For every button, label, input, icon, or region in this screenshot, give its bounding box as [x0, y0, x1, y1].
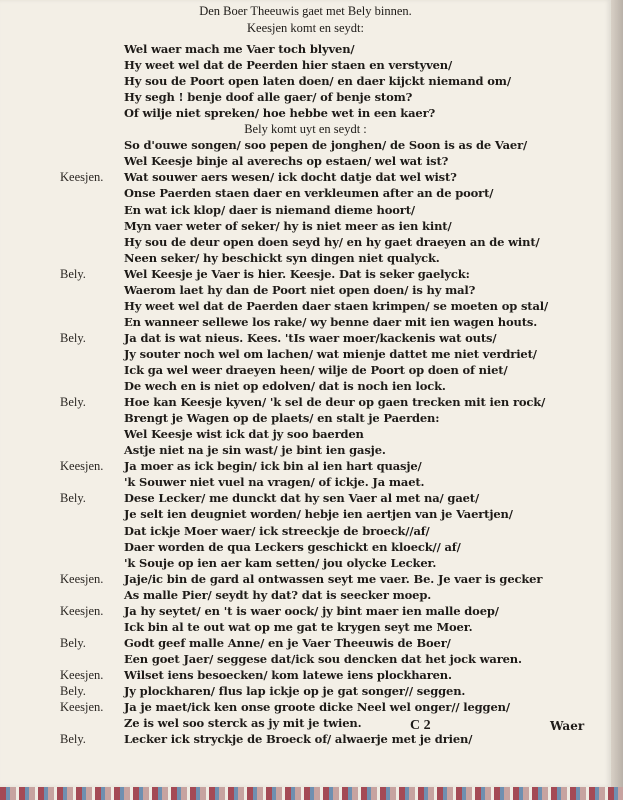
- catchword: Waer: [550, 719, 585, 733]
- verse-line: Lecker ick stryckje de Broeck of/ alwaerje met je drien/: [124, 732, 473, 747]
- scene-direction: Keesjen komt en seydt:: [247, 21, 364, 35]
- verse-line: Jaje/ic bin de gard al ontwassen seyt me vaer. Be. Je vaer is gecker: [124, 571, 543, 586]
- speaker-label: Bely.: [60, 732, 86, 747]
- speaker-label: Keesjen.: [60, 667, 104, 682]
- verse-line: De wech en is niet op edolven/ dat is noch ien lock.: [124, 379, 446, 394]
- verse-line: Astje niet na je sin wast/ je bint ien gasje.: [124, 443, 386, 458]
- verse-line: Hy weet wel dat de Peerden hier staen en verstyven/: [124, 58, 453, 73]
- verse-line: Wel Keesje binje al averechs op estaen/ wel wat ist?: [124, 154, 449, 169]
- verse-line: Ja je maet/ick ken onse groote dicke Neel wel onger// leggen/: [124, 700, 510, 715]
- speaker-label: Bely.: [60, 635, 86, 650]
- speaker-label: Bely.: [60, 330, 86, 345]
- verse-line: Hy sou de deur open doen seyd hy/ en hy gaet draeyen an de wint/: [124, 234, 540, 249]
- verse-line: Je selt ien deugniet worden/ hebje ien aertjen van je Vaertjen/: [124, 507, 513, 522]
- verse-line: Ze is wel soo sterck as jy mit je twien.: [124, 716, 362, 731]
- verse-line: Daer worden de qua Leckers geschickt en kloeck// af/: [124, 539, 461, 554]
- verse-line: Ja dat is wat nieus. Kees. 'tIs waer moer/kackenis wat outs/: [124, 330, 497, 345]
- verse-line: Jy plockharen/ flus lap ickje op je gat songer// seggen.: [124, 684, 466, 698]
- verse-line: Wel Keesje je Vaer is hier. Keesje. Dat is seker gaelyck:: [124, 266, 470, 281]
- verse-line: Ick ga wel weer draeyen heen/ wilje de Poort op doen of niet/: [124, 363, 508, 377]
- verse-line: Een goet Jaer/ seggese dat/ick sou dencken dat het jock waren.: [124, 651, 522, 666]
- verse-line: Dat ickje Moer waer/ ick streeckje de broeck//af/: [124, 523, 430, 538]
- verse-line: Ja moer as ick begin/ ick bin al ien hart quasje/: [124, 459, 422, 474]
- verse-line: As malle Pier/ seydt hy dat? dat is seecker moep.: [124, 587, 432, 602]
- verse-line: Jy souter noch wel om lachen/ wat mienje dattet me niet verdriet/: [124, 346, 537, 361]
- verse-line: Wat souwer aers wesen/ ick docht datje dat wel wist?: [124, 170, 457, 185]
- verse-line: Hy weet wel dat de Paerden daer staen krimpen/ se moeten op stal/: [124, 298, 549, 313]
- verse-line: En wanneer sellewe los rake/ wy benne daer mit ien wagen houts.: [124, 314, 538, 329]
- verse-line: Wilset iens besoecken/ kom latewe iens plockharen.: [124, 667, 452, 682]
- verse-line: Wel Keesje wist ick dat jy soo baerden: [124, 427, 364, 442]
- verse-line: Brengt je Wagen op de plaets/ en stalt je Paerden:: [124, 411, 440, 426]
- signature-mark: C 2: [410, 718, 431, 733]
- verse-line: 'k Souwer niet vuel na vragen/ of ickje. Ja maet.: [124, 475, 425, 490]
- verse-line: Hy segh ! benje doof alle gaer/ of benje stom?: [124, 90, 413, 105]
- verse-line: Hoe kan Keesje kyven/ 'k sel de deur op gaen trecken mit ien rock/: [124, 395, 546, 410]
- speaker-label: Bely.: [60, 395, 86, 410]
- verse-line: Wel waer mach me Vaer toch blyven/: [124, 42, 355, 56]
- speaker-label: Keesjen.: [60, 459, 104, 474]
- speaker-label: Bely.: [60, 491, 86, 506]
- verse-line: Ja hy seytet/ en 't is waer oock/ jy bint maer ien malle doep/: [124, 603, 499, 618]
- verse-line: Godt geef malle Anne/ en je Vaer Theeuwis de Boer/: [124, 635, 451, 650]
- page-edge: [611, 0, 623, 800]
- verse-line: En wat ick klop/ daer is niemand dieme hoort/: [124, 202, 415, 217]
- binding-edge: [0, 787, 623, 800]
- verse-line: Neen seker/ hy beschickt syn dingen niet qualyck.: [124, 250, 440, 265]
- speaker-label: Keesjen.: [60, 571, 104, 586]
- speaker-label: Keesjen.: [60, 700, 104, 715]
- verse-line: Onse Paerden staen daer en verkleumen after an de poort/: [124, 186, 494, 201]
- scene-direction: Den Boer Theeuwis gaet met Bely binnen.: [199, 4, 412, 18]
- verse-line: Ick bin al te out wat op me gat te krygen seyt me Moer.: [124, 619, 473, 634]
- verse-line: Dese Lecker/ me dunckt dat hy sen Vaer al met na/ gaet/: [124, 491, 479, 506]
- verse-line: Waerom laet hy dan de Poort niet open doen/ is hy mal?: [124, 282, 476, 297]
- verse-line: So d'ouwe songen/ soo pepen de jonghen/ de Soon is as de Vaer/: [124, 138, 528, 153]
- verse-line: Hy sou de Poort open laten doen/ en daer kijckt niemand om/: [124, 74, 511, 89]
- verse-line: Of wilje niet spreken/ hoe hebbe wet in een kaer?: [124, 106, 436, 121]
- speaker-label: Keesjen.: [60, 603, 104, 618]
- verse-line: 'k Souje op ien aer kam setten/ jou olycke Lecker.: [124, 555, 437, 570]
- verse-line: Myn vaer weter of seker/ hy is niet meer as ien kint/: [124, 218, 452, 233]
- speaker-label: Bely.: [60, 266, 86, 281]
- speaker-label: Keesjen.: [60, 170, 104, 185]
- speaker-label: Bely.: [60, 684, 86, 698]
- stage-direction: Bely komt uyt en seydt :: [244, 122, 367, 137]
